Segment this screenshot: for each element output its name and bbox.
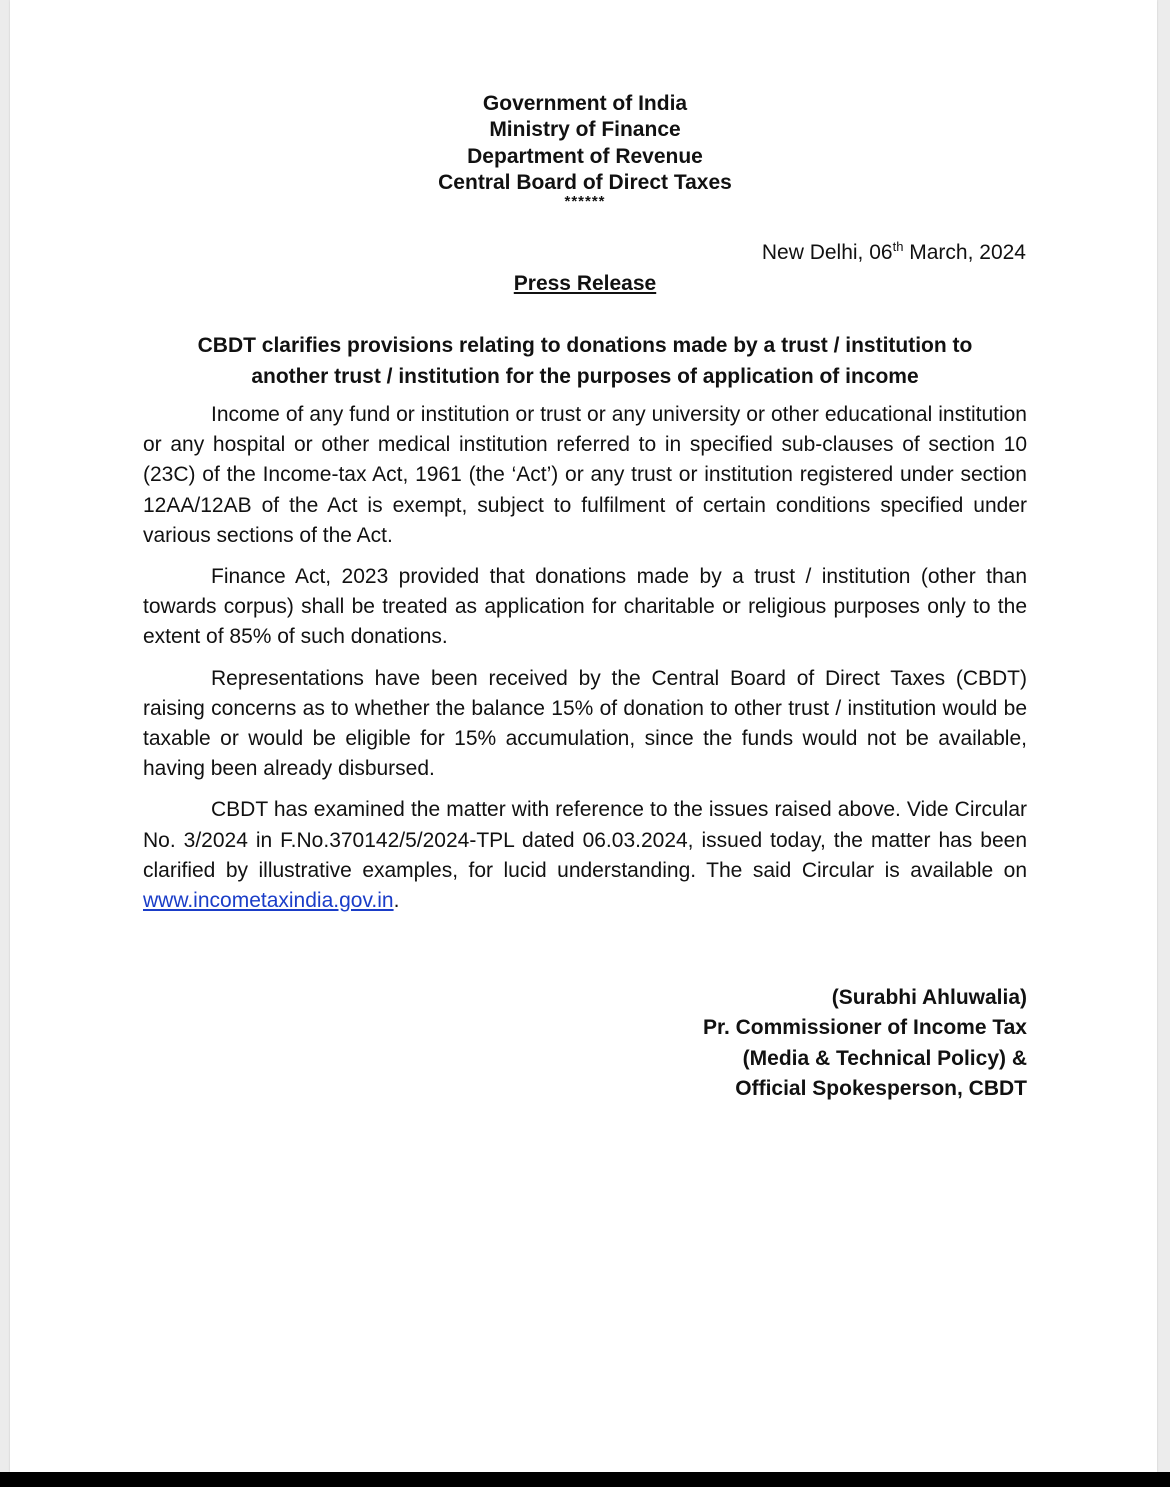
press-release-title: Press Release xyxy=(513,272,657,295)
dateline xyxy=(762,241,1026,265)
letterhead xyxy=(0,91,1170,211)
paragraph-2: Finance Act, 2023 provided that donations made by a trust / institution (other than towards corpus) shall be treated as application for charitable or religious purposes only to the extent of 85% of such donations. xyxy=(143,565,1027,649)
paragraph-1: Income of any fund or institution or trust or any university or other educational institution or any hospital or other medical institution referred to in specified sub-clauses of section 10 (23C) of the Income-tax Act, 1961 (the ‘Act’) or any trust or institution registered under section 12AA/12AB of the Act is exempt, subject to fulfilment of certain conditions specified under various sections of the Act. xyxy=(143,403,1027,547)
dateline-superscript: th xyxy=(892,239,904,254)
body-text xyxy=(143,400,1027,927)
dateline-suffix: March, 2024 xyxy=(903,241,1026,264)
dateline-prefix: New Delhi, 06 xyxy=(761,241,893,264)
bottom-bar xyxy=(0,1472,1170,1487)
signatory-title-3: Official Spokesperson, CBDT xyxy=(735,1076,1027,1100)
signatory-title-1: Pr. Commissioner of Income Tax xyxy=(702,1016,1027,1040)
paragraph-4 xyxy=(143,795,1027,916)
subject-line-2: another trust / institution for the purposes of application of income xyxy=(251,365,919,388)
header-government: Government of India xyxy=(482,92,688,115)
paragraph-4-end: . xyxy=(393,889,400,913)
paragraph-4-text: CBDT has examined the matter with reference to the issues raised above. Vide Circular No. 3/2024 in F.No.370142/5/2024-TPL dated 06.03.2024, issued today, the matter has been clarified by illustrative examples, for lucid understanding. The said Circular is available on xyxy=(143,798,1027,882)
signature-block xyxy=(703,983,1027,1104)
subject-heading xyxy=(143,330,1027,392)
header-ministry: Ministry of Finance xyxy=(489,118,681,142)
header-stars: ****** xyxy=(564,193,606,211)
header-board: Central Board of Direct Taxes xyxy=(438,170,732,194)
incometax-website-link[interactable]: www.incometaxindia.gov.in xyxy=(143,889,394,913)
paragraph-3: Representations have been received by the Central Board of Direct Taxes (CBDT) raising concerns as to whether the balance 15% of donation to other trust / institution would be taxable or would be eligible for 15% accumulation, since the funds would not be available, having been already disbursed. xyxy=(143,666,1027,781)
header-department: Department of Revenue xyxy=(467,144,703,168)
signatory-name: (Surabhi Ahluwalia) xyxy=(831,986,1027,1009)
subject-line-1: CBDT clarifies provisions relating to donations made by a trust / institution to xyxy=(197,334,973,357)
signatory-title-2: (Media & Technical Policy) & xyxy=(742,1046,1027,1070)
